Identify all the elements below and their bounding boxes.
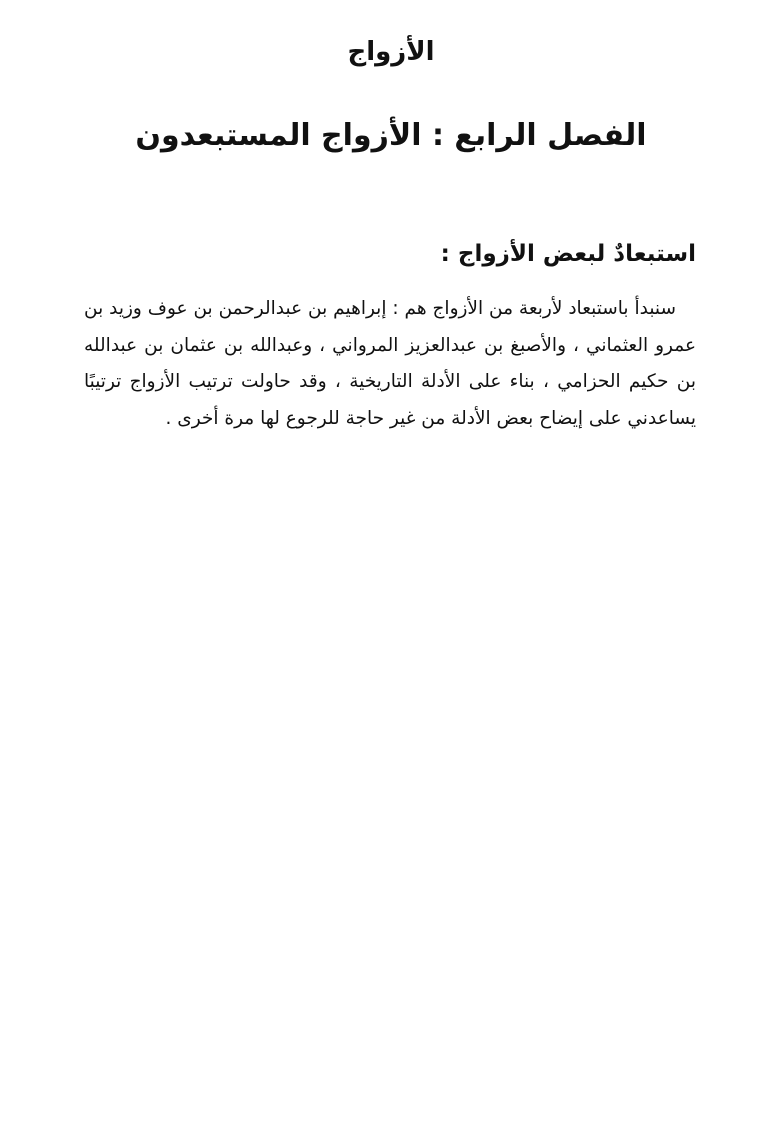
body-paragraph: سنبدأ باستبعاد لأربعة من الأزواج هم : إبراهيم بن عبدالرحمن بن عوف وزيد بن عمرو العثماني ، والأصبغ بن عبدالعزيز المرواني ، وعبدالله بن عثمان بن عبدالله بن حكيم الحزامي ، بناء على الأدلة التاريخية ، وقد حاولت ترتيب الأزواج ترتيبًا يساعدني على إيضاح بعض الأدلة من غير حاجة للرجوع لها مرة أخرى . (84, 298, 696, 429)
section-heading: استبعادٌ لبعض الأزواج : (440, 241, 696, 267)
chapter-title: الفصل الرابع : الأزواج المستبعدون (135, 118, 647, 153)
running-header-title: الأزواج (347, 37, 435, 67)
